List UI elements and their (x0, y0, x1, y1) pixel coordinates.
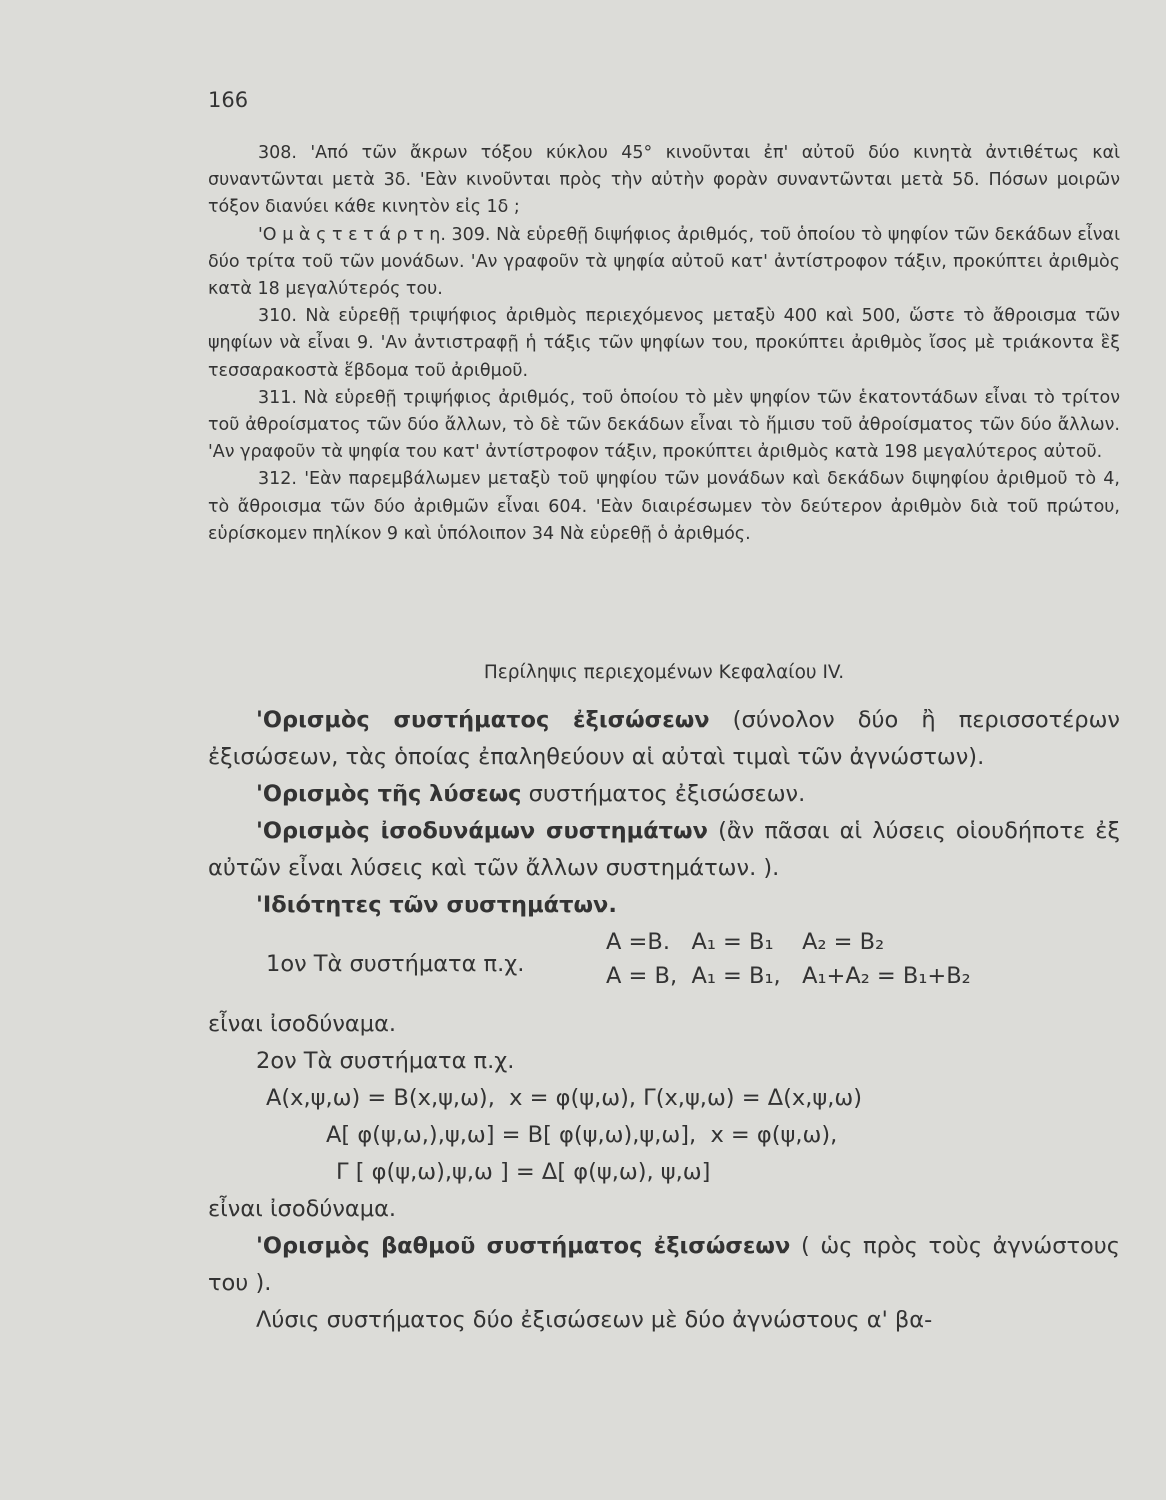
chapter-summary (208, 702, 1120, 1339)
definition-solution (208, 776, 1120, 813)
section-heading: Περίληψις περιεχομένων Κεφαλαίου IV. (483, 662, 845, 683)
problem-311: 311. Νὰ εὑρεθῇ τριψήφιος ἀριθμός, τοῦ ὁποίου τὸ μὲν ψηφίον τῶν ἑκατοντάδων εἶναι τὸ τρίτον τοῦ ἀθροίσματος τῶν δύο ἄλλων, τὸ δὲ τῶν δεκάδων εἶναι τὸ ἥμισυ τοῦ ἀθροίσματος τῶν δύο ἄλλων. 'Αν γραφοῦν τὰ ψηφία του κατ' ἀντίστροφον τάξιν, προκύπτει ἀριθμὸς κατὰ 198 μεγαλύτερος αὐτοῦ. (208, 387, 1120, 463)
definition-solution-term: 'Ορισμὸς τῆς λύσεως (256, 781, 522, 807)
example-2-line-2: A[ φ(ψ,ω,),ψ,ω] = B[ φ(ψ,ω),ψ,ω], x = φ(ψ,ω), (326, 1122, 838, 1148)
problem-308: 308. 'Από τῶν ἄκρων τόξου κύκλου 45° κινοῦνται ἐπ' αὐτοῦ δύο κινητὰ ἀντιθέτως καὶ συναντῶνται μετὰ 3δ. 'Εὰν κινοῦνται πρὸς τὴν αὐτὴν φορὰν συναντῶνται μετὰ 5δ. Πόσων μοιρῶν τόξον διανύει κάθε κινητὸν εἰς 1δ ; (208, 143, 1120, 218)
definition-solution-text: συστήματος ἐξισώσεων. (521, 781, 806, 807)
definition-degree (208, 1228, 1120, 1302)
solution-line: Λύσις συστήματος δύο ἐξισώσεων μὲ δύο ἀγνώστους α' βα- (256, 1307, 933, 1333)
page-number: 166 (208, 88, 249, 112)
problem-list (208, 140, 1120, 548)
example-2-lead: 2ον Τὰ συστήματα π.χ. (256, 1048, 515, 1074)
definition-degree-text: ( ὡς πρὸς τοὺς ἀγνώστους του ). (208, 1233, 1121, 1296)
example-1-lead: 1ον Τὰ συστήματα π.χ. (266, 951, 525, 977)
problem-312: 312. 'Εὰν παρεμβάλωμεν μεταξὺ τοῦ ψηφίου τῶν μονάδων καὶ δεκάδων διψηφίου ἀριθμοῦ τὸ 4, τὸ ἄθροισμα τῶν δύο ἀριθμῶν εἶναι 604. 'Εὰν διαιρέσωμεν τὸν δεύτερον ἀριθμὸν διὰ τοῦ πρώτου, εὑρίσκομεν πηλίκον 9 καὶ ὑπόλοιπον 34 Νὰ εὑρεθῇ ὁ ἀριθμός. (208, 469, 1120, 544)
properties-heading-text: 'Ιδιότητες τῶν συστημάτων. (256, 892, 617, 918)
definition-degree-term: 'Ορισμὸς βαθμοῦ συστήματος ἐξισώσεων (256, 1233, 791, 1259)
example-2-line-3: Γ [ φ(ψ,ω),ψ,ω ] = Δ[ φ(ψ,ω), ψ,ω] (336, 1159, 711, 1185)
properties-heading (208, 887, 1120, 924)
example-2-line-1: A(x,ψ,ω) = B(x,ψ,ω), x = φ(ψ,ω), Γ(x,ψ,ω) = Δ(x,ψ,ω) (266, 1085, 862, 1111)
problem-309: 'Ο μ ὰ ς τ ε τ ά ρ τ η. 309. Νὰ εὑρεθῇ διψήφιος ἀριθμός, τοῦ ὁποίου τὸ ψηφίον τῶν δεκάδων εἶναι δύο τρίτα τοῦ τῶν μονάδων. 'Αν γραφοῦν τὰ ψηφία αὐτοῦ κατ' ἀντίστροφον τάξιν, προκύπτει ἀριθμὸς κατὰ 18 μεγαλύτερός του. (208, 224, 1120, 300)
definition-equivalent-text: (ἂν πᾶσαι αἱ λύσεις οἱουδήποτε ἐξ αὐτῶν εἶναι λύσεις καὶ τῶν ἄλλων συστημάτων. ). (208, 818, 1120, 881)
example-1-tail: εἶναι ἰσοδύναμα. (208, 1011, 397, 1037)
definition-equivalent (208, 813, 1120, 887)
definition-system-term: 'Ορισμὸς συστήματος ἐξισώσεων (256, 707, 710, 733)
example-1-row-2: A = B, A₁ = B₁, A₁+A₂ = B₁+B₂ (606, 963, 971, 989)
example-1-row-1: A =B. A₁ = B₁ A₂ = B₂ (606, 929, 885, 955)
definition-equivalent-term: 'Ορισμὸς ἰσοδυνάμων συστημάτων (256, 818, 708, 844)
definition-system-text: (σύνολον δύο ἢ περισσοτέρων ἐξισώσεων, τὰς ὁποίας ἐπαληθεύουν αἱ αὐταὶ τιμαὶ τῶν ἀγνώστων). (208, 707, 1120, 770)
example-1 (208, 930, 1120, 1006)
problem-310: 310. Νὰ εὑρεθῇ τριψήφιος ἀριθμὸς περιεχόμενος μεταξὺ 400 καὶ 500, ὥστε τὸ ἄθροισμα τῶν ψηφίων νὰ εἶναι 9. 'Αν ἀντιστραφῇ ἡ τάξις τῶν ψηφίων του, προκύπτει ἀριθμὸς ἴσος μὲ τριάκοντα ἓξ τεσσαρακοστὰ ἕβδομα τοῦ ἀριθμοῦ. (208, 306, 1120, 381)
example-2-tail: εἶναι ἰσοδύναμα. (208, 1196, 397, 1222)
definition-system (208, 702, 1120, 776)
